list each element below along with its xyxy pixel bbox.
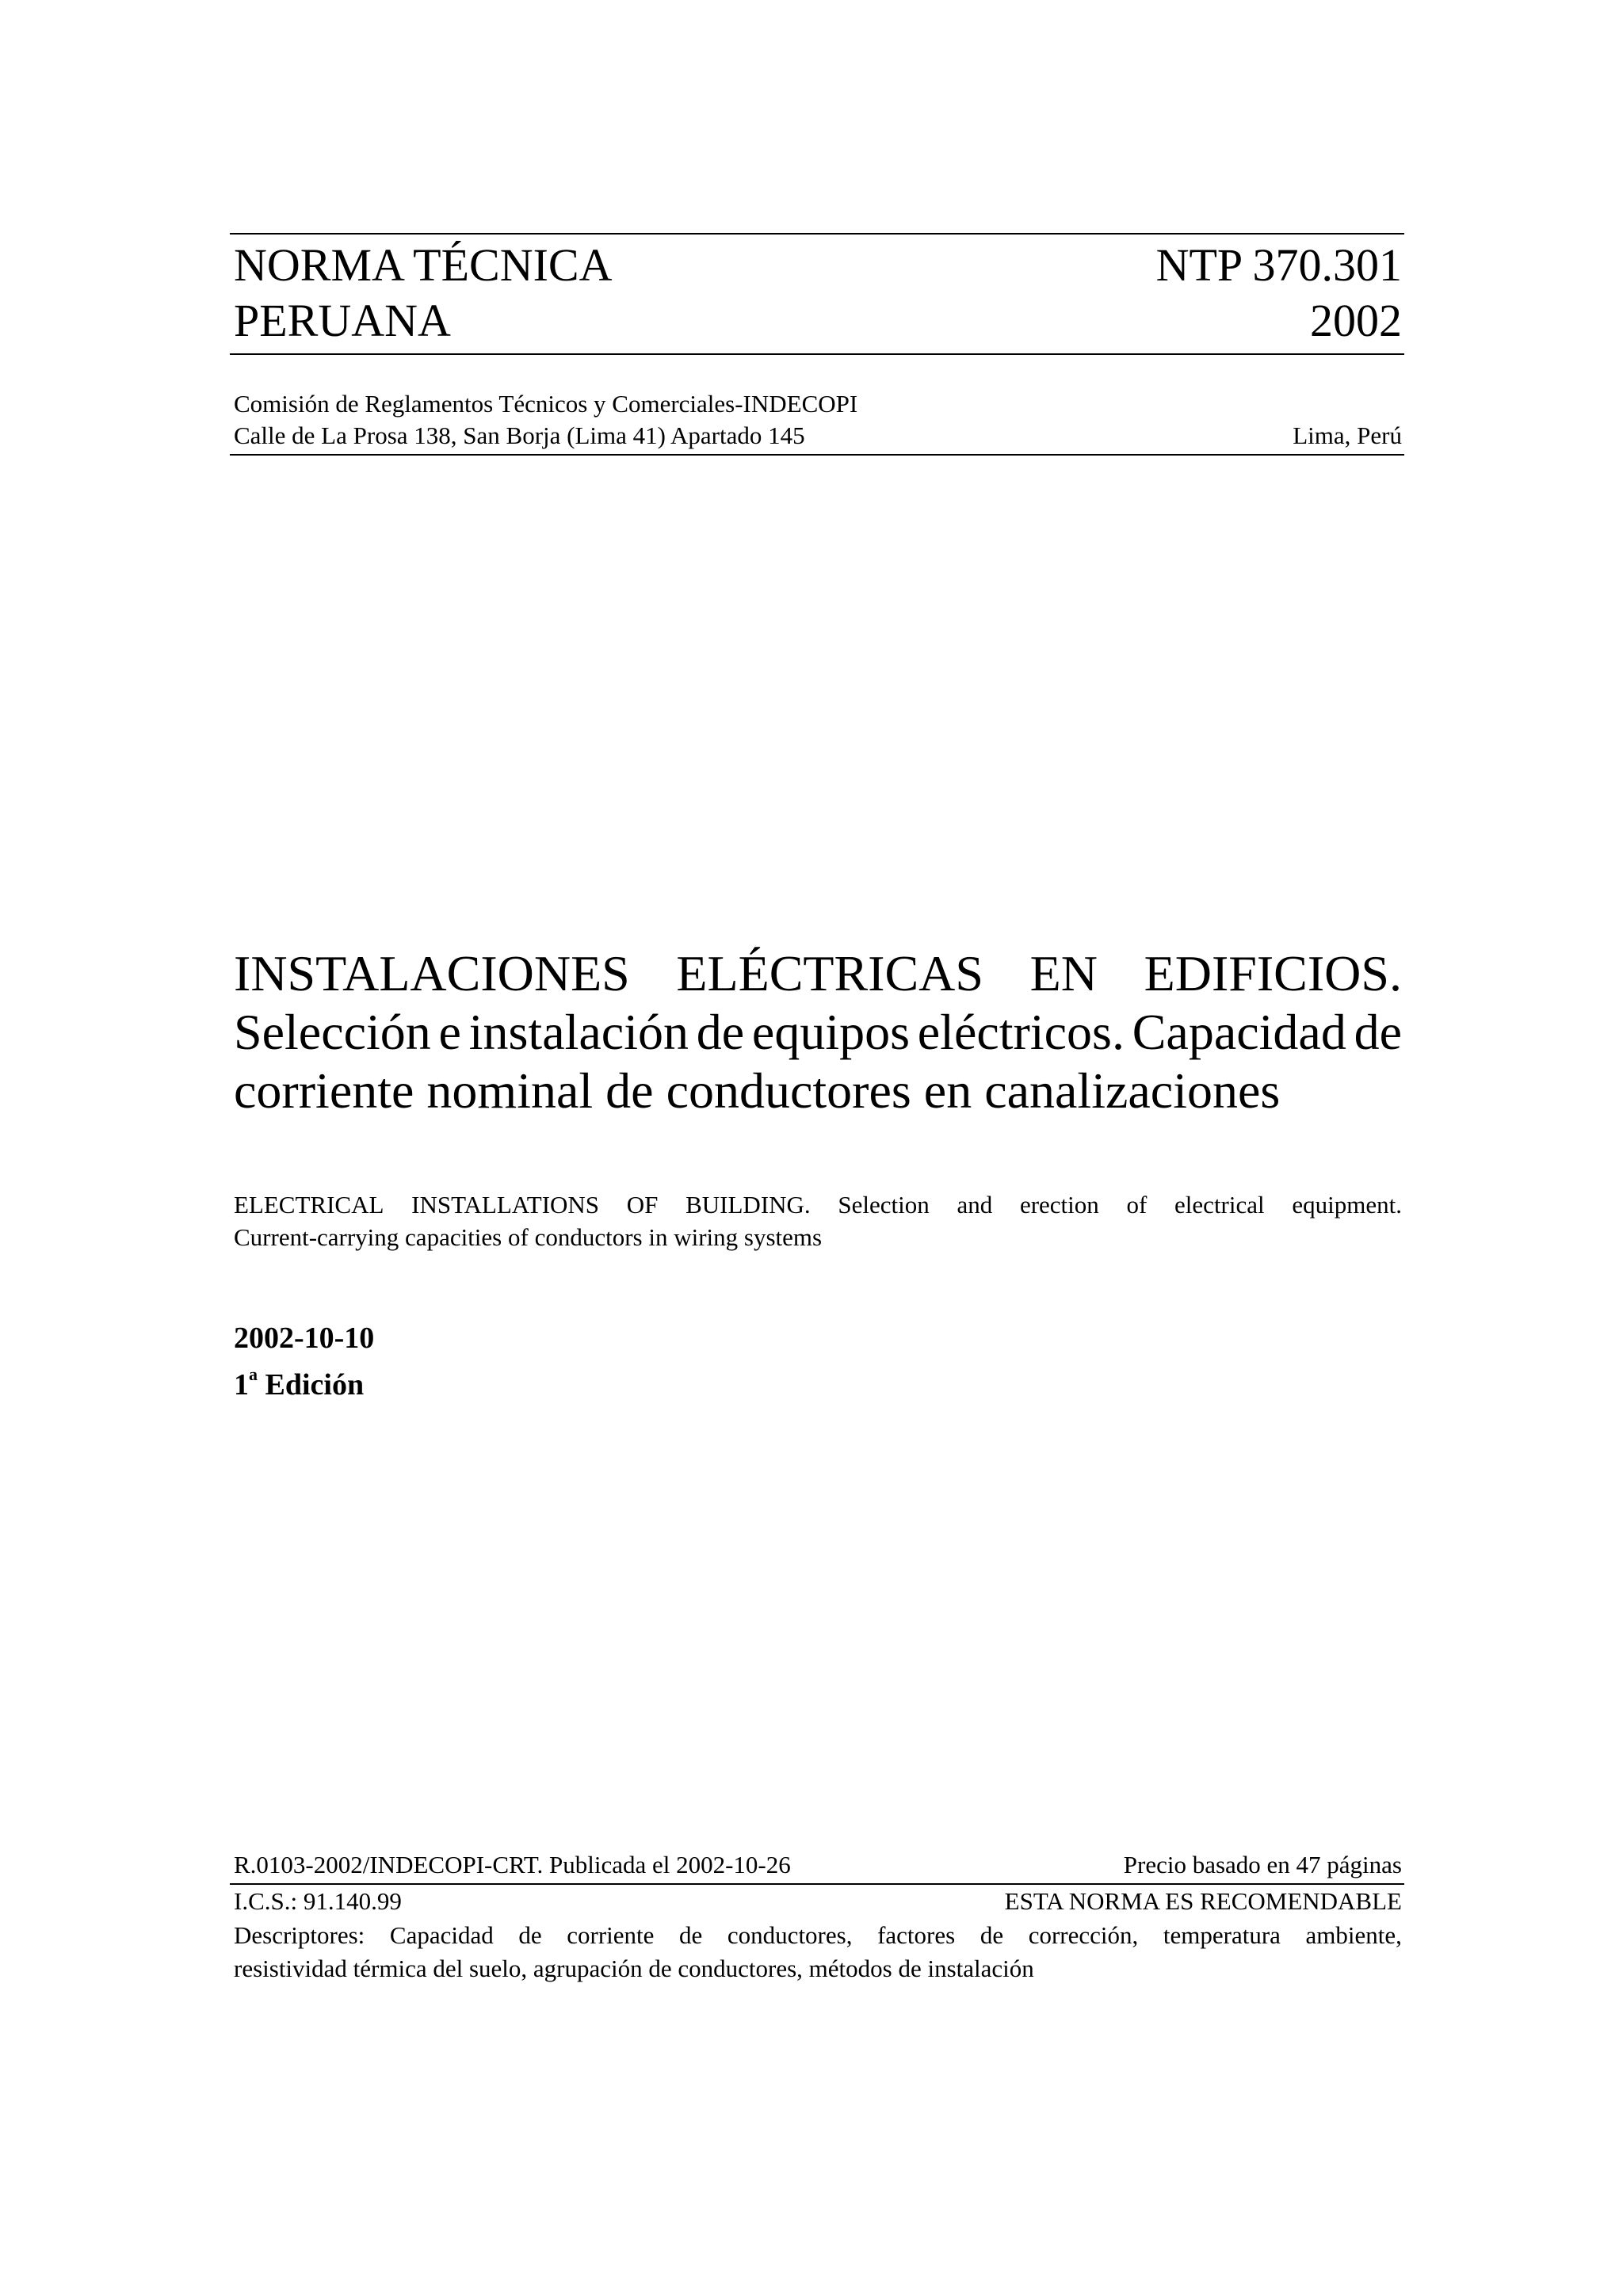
header-bottom-rule	[230, 353, 1404, 355]
descriptor-word: de	[518, 1921, 542, 1949]
title-en-word: erection	[1019, 1191, 1099, 1219]
title-word: Selección	[234, 1004, 431, 1060]
footer-rule	[230, 1883, 1404, 1885]
norm-title-line1: NORMA TÉCNICA	[234, 239, 613, 291]
issuer-address: Calle de La Prosa 138, San Borja (Lima 41) Apartado 145	[234, 421, 805, 449]
title-word: EDIFICIOS.	[1144, 945, 1402, 1001]
title-en-word: of	[1126, 1191, 1148, 1219]
title-en-word: electrical	[1174, 1191, 1265, 1219]
title-word: Capacidad	[1132, 1004, 1346, 1060]
norm-title-line2: PERUANA	[234, 295, 451, 346]
descriptor-word: conductores,	[727, 1921, 853, 1949]
title-en-word: ELECTRICAL	[234, 1191, 384, 1219]
title-word: eléctricos.	[917, 1004, 1125, 1060]
title-english-line2: Current-carrying capacities of conductors in wiring systems	[234, 1223, 823, 1251]
edition-superscript: a	[249, 1364, 258, 1384]
descriptor-word: Descriptores:	[234, 1921, 365, 1949]
descriptor-word: ambiente,	[1305, 1921, 1402, 1949]
issuer-name: Comisión de Reglamentos Técnicos y Comerciales-INDECOPI	[234, 390, 858, 418]
footer-row-1	[234, 1849, 1402, 1881]
header-row-1	[234, 238, 1402, 293]
title-word: INSTALACIONES	[234, 945, 630, 1001]
descriptor-word: de	[679, 1921, 703, 1949]
recommendation-text: ESTA NORMA ES RECOMENDABLE	[1004, 1887, 1402, 1915]
title-spanish	[234, 944, 1402, 1120]
title-word: instalación	[468, 1004, 689, 1060]
title-spanish-line2	[234, 1003, 1402, 1062]
title-spanish-line3: corriente nominal de conductores en canalizaciones	[234, 1062, 1281, 1119]
title-word: de	[1354, 1004, 1402, 1060]
edition-block	[234, 1320, 374, 1403]
title-en-word: BUILDING.	[685, 1191, 811, 1219]
norm-code: NTP 370.301	[1155, 239, 1402, 291]
edition-prefix: 1	[234, 1368, 249, 1402]
title-english	[234, 1188, 1402, 1253]
descriptor-word: corriente	[567, 1921, 655, 1949]
publication-date: 2002-10-10	[234, 1322, 375, 1355]
ics-code: I.C.S.: 91.140.99	[234, 1887, 402, 1915]
title-word: ELÉCTRICAS	[676, 945, 983, 1001]
descriptor-word: temperatura	[1163, 1921, 1281, 1949]
header-top-rule	[230, 233, 1404, 235]
descriptor-word: Capacidad	[389, 1921, 494, 1949]
title-word: de	[696, 1004, 745, 1060]
title-en-word: equipment.	[1292, 1191, 1402, 1219]
descriptors	[234, 1919, 1402, 1985]
title-english-line1	[234, 1188, 1402, 1221]
title-word: EN	[1029, 945, 1098, 1001]
title-word: e	[438, 1004, 461, 1060]
descriptor-word: factores	[877, 1921, 956, 1949]
title-word: equipos	[751, 1004, 910, 1060]
descriptors-line2: resistividad térmica del suelo, agrupación de conductores, métodos de instalación	[234, 1955, 1034, 1982]
title-spanish-line1	[234, 944, 1402, 1003]
issuer-city: Lima, Perú	[1293, 421, 1402, 449]
footer-row-2	[234, 1886, 1402, 1917]
header-row-2	[234, 293, 1402, 349]
title-en-word: INSTALLATIONS	[411, 1191, 600, 1219]
resolution-text: R.0103-2002/INDECOPI-CRT. Publicada el 2002-10-26	[234, 1851, 791, 1878]
title-en-word: and	[957, 1191, 993, 1219]
title-en-word: Selection	[838, 1191, 930, 1219]
descriptor-word: de	[980, 1921, 1004, 1949]
price-text: Precio basado en 47 páginas	[1123, 1851, 1402, 1878]
edition-number	[234, 1356, 374, 1403]
issuer-bottom-rule	[230, 454, 1404, 456]
edition-label: Edición	[258, 1368, 365, 1402]
issuer-row-2	[234, 420, 1402, 452]
descriptors-line1	[234, 1919, 1402, 1952]
norm-year: 2002	[1310, 295, 1402, 346]
title-en-word: OF	[626, 1191, 659, 1219]
issuer-row-1	[234, 388, 1402, 420]
descriptor-word: corrección,	[1028, 1921, 1139, 1949]
